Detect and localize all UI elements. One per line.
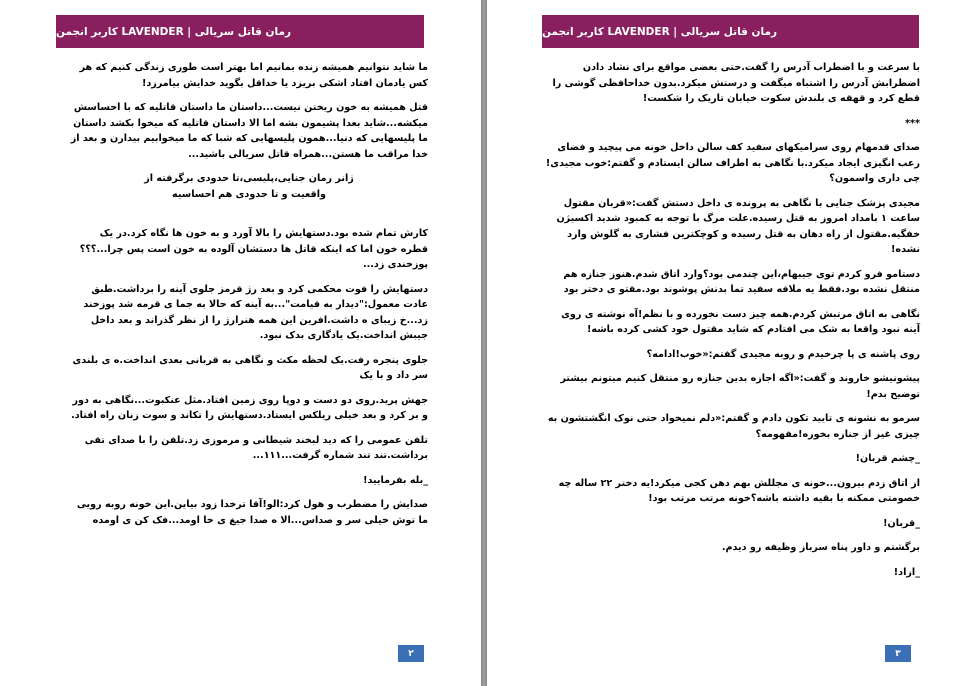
paragraph: جلوی پنجره رفت.یک لحظه مکث و نگاهی به قربانی بعدی انداخت.ه ی بلندی سر داد و با یک [72,354,428,381]
page-header-title: رمان قاتل سریالی | LAVENDER کاربر انجمن [542,25,778,38]
paragraph: مجیدی پزشک جنایی با نگاهی به پرونده ی داخل دستش گفت:«قربان مقتول ساعت ۱ بامداد امروز به قتل رسیده.علت مرگ با توجه به کمبود شدید اکسیژن خفگیه.مقتول از راه دهان به قتل رسیده و کوچکترین فشاری به گلوش وارد نشده! [556,197,920,255]
page-body [542,60,920,589]
scene-break: *** [904,117,920,129]
paragraph: صدایش را مضطرب و هول کرد:الو!آقا ترخدا زود بیاین.این خونه روبه رویی ما توش خیلی سر و صداس...الا ه صدا جیغ ی خا اومد...فک کن ی اومده [76,499,428,526]
page-number: ۳ [895,648,901,659]
page-header-banner [56,15,424,48]
paragraph: برگشتم و داور پناه سرباز وظیفه رو دیدم. [721,542,920,553]
paragraph: با سرعت و با اضطراب آدرس را گفت.حتی بعضی مواقع برای نشاد دادن اضطرابش آدرس را اشتباه میگفت و درستش میکرد.بدون خداحافظی گوشی را قطع کرد و قهقه ی بلندش سکوت خیابان تاریک را شکست! [552,62,920,104]
paragraph: دستامو فرو کردم توی جیبهام،این چندمی بود؟وارد اتاق شدم.هنوز جنازه هم منتقل نشده بود.فقط یه ملافه سفید تما بدنش پوشوند بود.مقتو ی دختر بود [563,268,920,295]
paragraph: نگاهی به اتاق مرتبش کردم.همه چیز دست نخورده و با نظم!آه نوشته ی روی آینه نبود واقعا به شک می افتادم که شاید مقتول خود کشی کرده باشه! [561,308,920,335]
page-number: ۲ [408,648,414,659]
paragraph: صدای قدمهام روی سرامیکهای سفید کف سالن داخل خونه می پیچید و فضای رعب انگیزی ایجاد میکرد.با نگاهی به اطراف سالن ایستادم و گفتم:خوب مجیدی!چی داری واسمون؟ [545,142,920,184]
document-page-right [487,0,973,686]
document-page-left [0,0,481,686]
dialogue-line: _ازاد! [893,566,920,578]
paragraph: کارش تمام شده بود.دستهایش را بالا آورد و به خون ها نگاه کرد.در یک قطره خون اما که اینکه قاتل ها دستشان آلوده به خون است پس چرا...؟؟؟پوزخندی زد... [79,228,428,270]
paragraph: دستهایش را فوت محکمی کرد و بعد رژ قرمز جلوی آینه را برداشت.طبق عادت معمول:"دیدار به قیامت"...به آینه که حالا به جما ی قرمه شد پوزخند زد...خ زیبای ه داشت.افرین این همه هنرارژ را از نظر گذراند و بعد داخل جیبش انداخت.یک یادگاری بدک نبود. [83,283,428,341]
page-header-title: رمان قاتل سریالی | LAVENDER کاربر انجمن [56,25,292,38]
page-number-badge [398,645,424,662]
page-header-banner [542,15,919,48]
paragraph: پیشونیشو خاروند و گفت:«اگه اجازه بدین جنازه رو منتقل کنیم میتونم بیشتر توضیح بدم! [560,373,920,400]
genre-paragraph: ژانر رمان جنایی،پلیسی،تا حدودی برگرفته از واقعیت و تا حدودی هم احساسیه [144,173,354,200]
paragraph: قتل همیشه به خون ریختن نیست...داستان ما داستان قاتلیه که با احساسش میکشه...شاید بعدا پشیمون بشه اما الا داستان قاتلیه که میخوا بکشد داستان ما پلیسهایی که دنیا...همون پلیسهایی که شبا که ما میخوابیم بیدارن و بعد از خدا مراقب ما هستن...همراه قاتل سریالی باشید... [70,102,428,160]
paragraph: سرمو به نشونه ی تایید تکون دادم و گفتم:«دلم نمیخواد حتی نوک انگشتشون به چیزی غیر از جنازه بخوره!مفهومه؟ [547,413,920,440]
page-body [70,60,428,537]
dialogue-line: _بله بفرمایید! [363,474,428,486]
page-number-badge [885,645,911,662]
paragraph: ما شاید نتوانیم همیشه زنده بمانیم اما بهتر است طوری زندگی کنیم که هر کس یادمان افتاد اشکی بریزد یا خداقل بگوید خدایش بیامرزد! [79,62,428,89]
paragraph: تلفن عمومی را که دید لبخند شیطانی و مرموزی زد.تلفن را با صدای تقی برداشت.تند تند شماره گرفت...۱۱۱... [84,434,428,461]
paragraph: روی پاشنه ی پا چرخیدم و روبه مجیدی گفتم:«خوب!ادامه؟ [646,348,920,360]
dialogue-line: _چشم قربان! [855,453,920,464]
dialogue-line: _قربان! [883,517,920,529]
paragraph: جهش پرید.روی دو دست و دوپا روی زمین افتاد.مثل عنکبوت...نگاهی به دور و بر کرد و بعد خیلی ریلکس ایستاد.دستهایش را تکاند و سوت زنان راه افتاد. [71,394,428,421]
paragraph: از اتاق زدم بیرون...خونه ی مجللش بهم دهن کجی میکرد!یه دختر ۲۲ ساله چه خصومتی ممکنه با بقیه داشته باشه؟خونه مرتب مرتب بود! [558,477,920,504]
